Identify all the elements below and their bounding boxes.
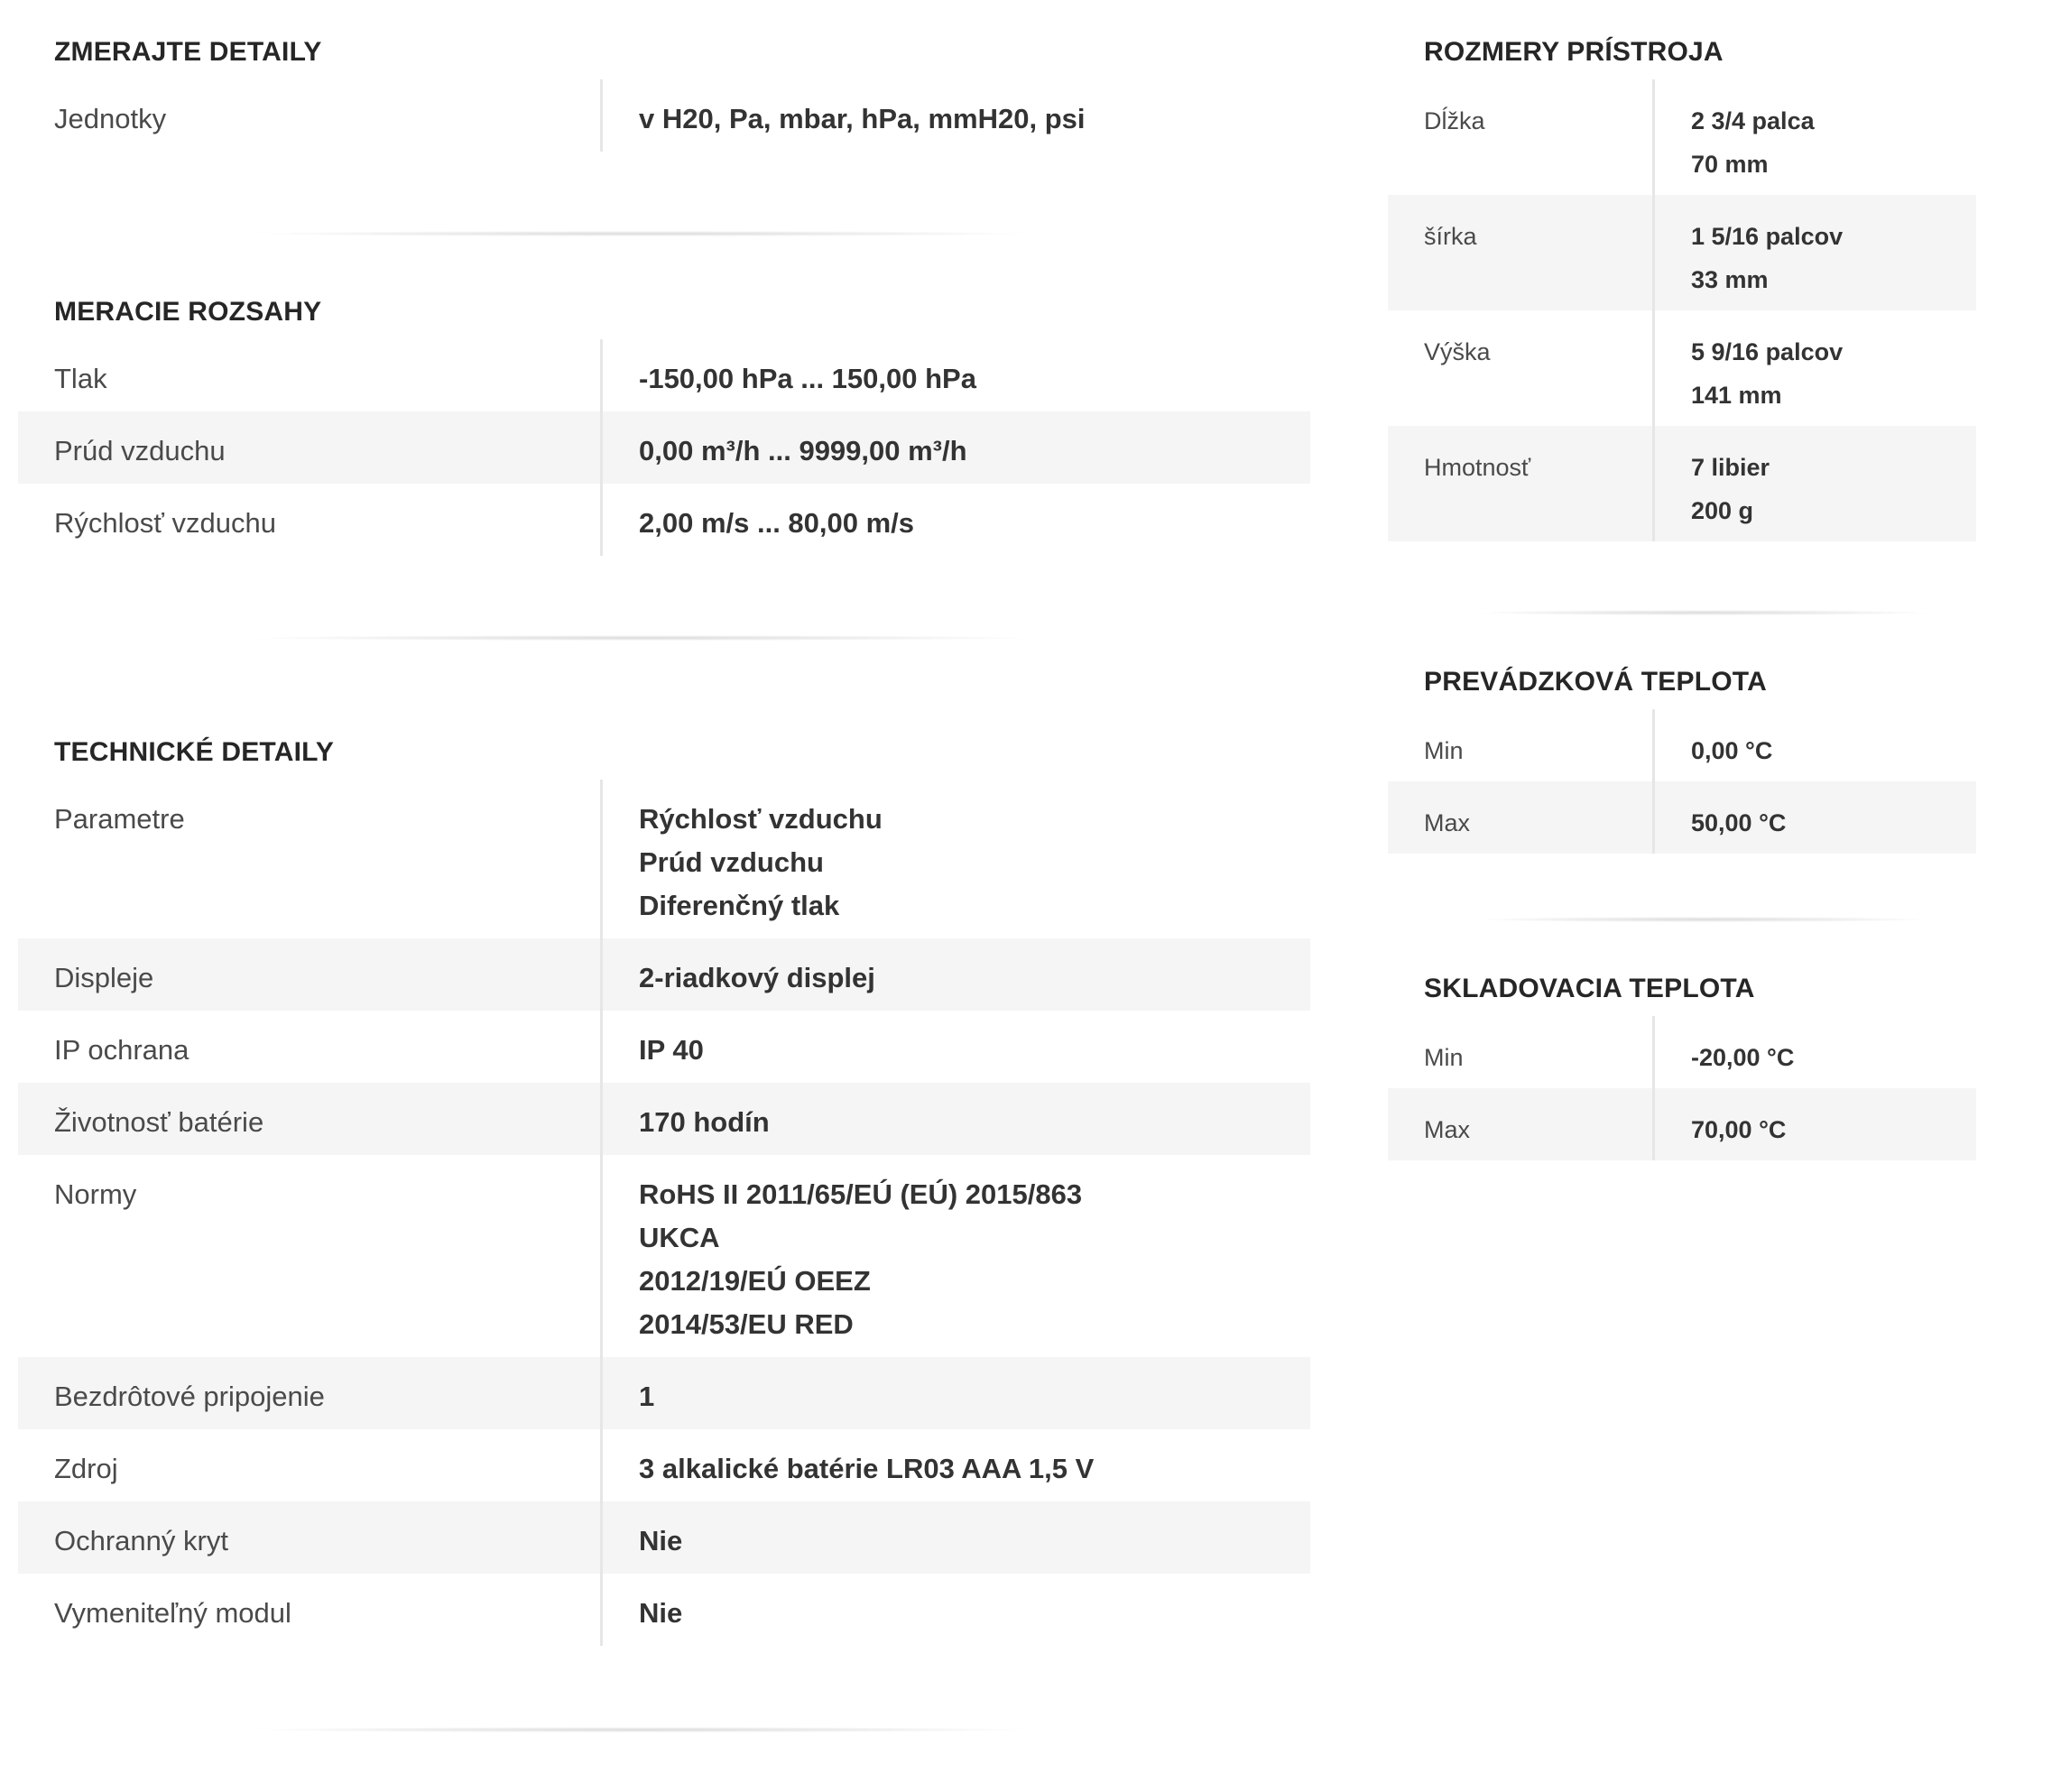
- section-divider: [253, 635, 1029, 641]
- spec-row: [1388, 195, 1976, 310]
- spec-label: Tlak: [18, 339, 603, 411]
- spec-value: [603, 484, 914, 556]
- spec-row: [18, 1357, 1310, 1429]
- spec-label: šírka: [1388, 195, 1655, 310]
- spec-row: [1388, 426, 1976, 541]
- technical-section: [18, 725, 1310, 1646]
- section-title: ROZMERY PRÍSTROJA: [1424, 37, 1724, 67]
- section-divider: [253, 1727, 1029, 1732]
- spec-row: [1388, 781, 1976, 854]
- spec-value: [603, 938, 875, 1011]
- measure-details-section: [18, 25, 1310, 152]
- spec-value-line: 2,00 m/s ... 80,00 m/s: [639, 507, 915, 539]
- spec-row: [18, 1574, 1310, 1646]
- spec-value: [603, 1011, 704, 1083]
- spec-value: [603, 1574, 682, 1646]
- spec-value-line: 1: [639, 1381, 655, 1412]
- spec-row: [18, 1155, 1310, 1357]
- spec-row: [18, 484, 1310, 556]
- spec-row: [18, 780, 1310, 938]
- spec-row: [18, 1011, 1310, 1083]
- storage-temp-section: [1388, 962, 1976, 1160]
- section-title: SKLADOVACIA TEPLOTA: [1424, 974, 1755, 1003]
- spec-label: Parametre: [18, 780, 603, 938]
- spec-value-line: Diferenčný tlak: [639, 890, 840, 921]
- spec-label: Prúd vzduchu: [18, 411, 603, 484]
- spec-value: [1655, 426, 1770, 541]
- spec-value-line: Nie: [639, 1525, 683, 1556]
- spec-value-line: 3 alkalické batérie LR03 AAA 1,5 V: [639, 1453, 1095, 1484]
- spec-value: [603, 79, 1086, 152]
- spec-row: [18, 411, 1310, 484]
- spec-label: Normy: [18, 1155, 603, 1357]
- spec-value-line: 2 3/4 palca: [1691, 107, 1815, 134]
- section-divider: [1478, 610, 1929, 615]
- spec-value: [603, 411, 967, 484]
- spec-value-line: Nie: [639, 1597, 683, 1629]
- spec-value: [603, 1155, 1082, 1357]
- spec-value-line: 1 5/16 palcov: [1691, 223, 1844, 250]
- spec-value-line: 170 hodín: [639, 1106, 770, 1138]
- spec-row: [18, 1429, 1310, 1501]
- spec-label: Životnosť batérie: [18, 1083, 603, 1155]
- spec-value-line: 200 g: [1691, 497, 1754, 524]
- spec-value-line: RoHS II 2011/65/EÚ (EÚ) 2015/863: [639, 1178, 1083, 1210]
- spec-value-line: v H20, Pa, mbar, hPa, mmH20, psi: [639, 103, 1086, 134]
- spec-value-line: 141 mm: [1691, 382, 1782, 409]
- spec-label: Hmotnosť: [1388, 426, 1655, 541]
- section-divider: [253, 231, 1029, 236]
- spec-value: [1655, 709, 1772, 781]
- spec-value: [603, 339, 976, 411]
- spec-row: [18, 79, 1310, 152]
- dimensions-section: [1388, 25, 1976, 541]
- spec-label: Vymeniteľný modul: [18, 1574, 603, 1646]
- spec-row: [18, 339, 1310, 411]
- spec-value: [603, 1429, 1094, 1501]
- spec-value-line: 70,00 °C: [1691, 1116, 1787, 1143]
- spec-value-line: 0,00 °C: [1691, 737, 1773, 764]
- spec-label: Min: [1388, 1016, 1655, 1088]
- spec-value-line: 70 mm: [1691, 151, 1769, 178]
- spec-row: [18, 938, 1310, 1011]
- spec-value: [1655, 195, 1843, 310]
- spec-row: [1388, 310, 1976, 426]
- spec-label: Min: [1388, 709, 1655, 781]
- spec-value: [603, 1357, 654, 1429]
- spec-row: [18, 1083, 1310, 1155]
- spec-value: [603, 1501, 682, 1574]
- spec-label: IP ochrana: [18, 1011, 603, 1083]
- operating-temp-section: [1388, 655, 1976, 854]
- spec-label: Výška: [1388, 310, 1655, 426]
- spec-value-line: 2012/19/EÚ OEEZ: [639, 1265, 871, 1297]
- spec-value-line: 7 libier: [1691, 454, 1770, 481]
- spec-value-line: 2014/53/EU RED: [639, 1308, 854, 1340]
- section-title: TECHNICKÉ DETAILY: [54, 737, 335, 767]
- spec-value-line: 2-riadkový displej: [639, 962, 875, 993]
- spec-value: [1655, 79, 1815, 195]
- spec-value-line: 5 9/16 palcov: [1691, 338, 1844, 365]
- spec-value-line: IP 40: [639, 1034, 704, 1066]
- section-title: MERACIE ROZSAHY: [54, 297, 322, 327]
- section-title: PREVÁDZKOVÁ TEPLOTA: [1424, 667, 1767, 697]
- spec-value: [603, 780, 883, 938]
- spec-label: Ochranný kryt: [18, 1501, 603, 1574]
- spec-value-line: Prúd vzduchu: [639, 846, 824, 878]
- spec-value: [1655, 310, 1843, 426]
- spec-row: [1388, 1088, 1976, 1160]
- spec-value-line: Rýchlosť vzduchu: [639, 803, 883, 835]
- spec-value-line: 50,00 °C: [1691, 809, 1787, 836]
- spec-row: [1388, 79, 1976, 195]
- spec-label: Displeje: [18, 938, 603, 1011]
- spec-row: [1388, 1016, 1976, 1088]
- spec-value-line: -150,00 hPa ... 150,00 hPa: [639, 363, 976, 394]
- spec-value-line: 33 mm: [1691, 266, 1769, 293]
- spec-value-line: UKCA: [639, 1222, 720, 1253]
- spec-label: Jednotky: [18, 79, 603, 152]
- spec-row: [18, 1501, 1310, 1574]
- section-divider: [1478, 917, 1929, 922]
- spec-label: Rýchlosť vzduchu: [18, 484, 603, 556]
- spec-value: [1655, 781, 1786, 854]
- ranges-section: [18, 285, 1310, 556]
- spec-label: Zdroj: [18, 1429, 603, 1501]
- spec-row: [1388, 709, 1976, 781]
- spec-label: Max: [1388, 1088, 1655, 1160]
- spec-label: Max: [1388, 781, 1655, 854]
- spec-label: Bezdrôtové pripojenie: [18, 1357, 603, 1429]
- spec-label: Dĺžka: [1388, 79, 1655, 195]
- spec-value: [603, 1083, 770, 1155]
- spec-value: [1655, 1016, 1794, 1088]
- section-title: ZMERAJTE DETAILY: [54, 37, 322, 67]
- spec-value-line: -20,00 °C: [1691, 1044, 1795, 1071]
- spec-value-line: 0,00 m³/h ... 9999,00 m³/h: [639, 435, 967, 466]
- spec-value: [1655, 1088, 1786, 1160]
